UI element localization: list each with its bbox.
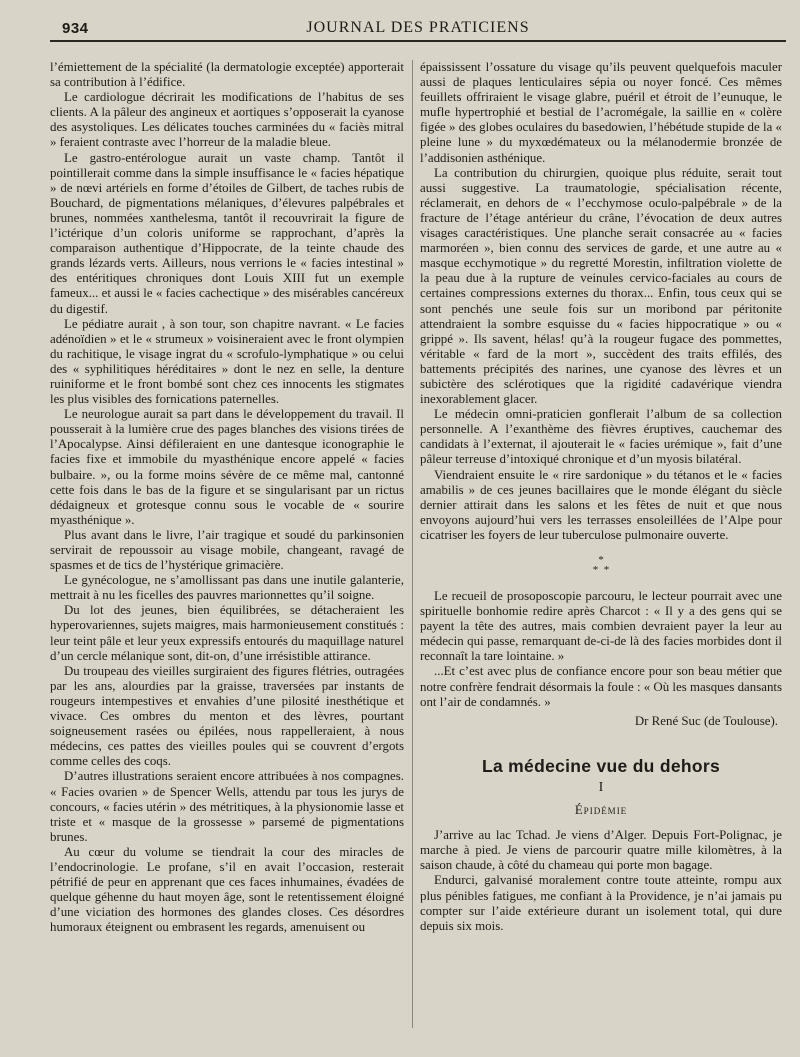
paragraph: épaississent l’ossature du visage qu’ils peuvent quelquefois maculer aussi de plaques lenticulaires sépia ou noyer foncé. Ces mêmes feuillets offriraient le visage glabre, puéril et étroit de l’eunuque, le mufle hypertrophié et bestial de l’acromégale, la saillie en « colère figée » des globes oculaires du basedowien, l’hébétude stupide de la « pleine lune » du myxœdémateux ou la mélanodermie bronzée de l’addisonien asthénique. (420, 60, 782, 165)
section-numeral: I (598, 779, 604, 795)
paragraph: l’émiettement de la spécialité (la dermatologie exceptée) apporterait sa contribution à l’édifice. (50, 60, 404, 90)
running-title: JOURNAL DES PRATICIENS (306, 19, 530, 36)
paragraph: Viendraient ensuite le « rire sardonique » du tétanos et le « facies amabilis » de ces jeunes bacillaires que le monde élégant du siècle dernier attirait dans les salons et les fêtes de nuit et que nous envoyons aujourd’hui vers les terrasses ensoleillées de l’Alpe pour cicatriser les foyers de leur tuberculose pulmonaire ouverte. (420, 467, 782, 542)
paragraph: Le recueil de prosoposcopie parcouru, le lecteur pourrait avec une spirituelle bonhomie redire après Charcot : « Il y a des gens qui se payent la tête des autres, mais combien devraient payer la leur au médecin qui passe, remarquant de-ci-de là des facies morbides dont il reconnaît la tare lointaine. » (420, 589, 782, 664)
left-column (50, 60, 404, 935)
column-divider (412, 60, 413, 1028)
paragraph: Le gynécologue, ne s’amollissant pas dans une inutile galanterie, mettrait à nu les ficelles des pauvres marionnettes qu’il soigne. (50, 573, 404, 603)
page-number: 934 (62, 20, 89, 37)
paragraph: Du troupeau des vieilles surgiraient des figures flétries, outragées par les ans, alourdies par la graisse, traversées par instants de rougeurs intempestives et envahies d’une pilosité inesthétique et vivace. Ces ombres du menton et des lèvres, pourtant soigneusement rasées ou épilées, nous rappelleraient, à nous médecins, ces pattes des vieilles poules qui se couvrent d’ergots comme celles des coqs. (50, 663, 404, 769)
paragraph: Au cœur du volume se tiendrait la cour des miracles de l’endocrinologie. Le profane, s’il en avait l’occasion, resterait pétrifié de peur en apprenant que ces faces inhumaines, évadées de quelque géhenne du haut moyen âge, sont le retentissement éloigné d’une viciation des hormones des glandes closes. Ces désordres humoraux éteignent ou embrasent les regards, amenuisent ou (50, 844, 404, 935)
paragraph: Endurci, galvanisé moralement contre toute atteinte, rompu aux plus pénibles fatigues, me confiant à la Providence, je n’ai jamais pu compter sur l’aide extérieure durant un isolement total, qui dure depuis six mois. (420, 873, 782, 933)
paragraph: La contribution du chirurgien, quoique plus réduite, serait tout aussi suggestive. La traumatologie, spécialisation récente, réclamerait, en dehors de « l’ecchymose oculo-palpébrale » de la fracture de l’étage antérieur du crâne, l’évocation de deux autres visages caractéristiques. Une planche serait consacrée au « facies marmoréen », bien connu des services de garde, et une autre au « masque ecchymotique » du regretté Morestin, infiltration violette de la peau due à la rupture de veinules cervico-faciales au cours de certaines compressions externes du thorax... Enfin, tous ceux qui se sont penchés une seule fois sur un moribond par péritonite attendraient la sombre esquisse du « facies hippocratique » ou « grippé ». Ils savent, hélas! qu’à la rougeur fugace des pommettes, véritable « fard de la mort », succèdent des traits effilés, des battements précipités des narines, une cyanose des lèvres et un subictère des sclérotiques que la rigidité cadavérique viendra inexorablement glacer. (420, 165, 782, 407)
paragraph: Le pédiatre aurait , à son tour, son chapitre navrant. « Le facies adénoïdien » et le « strumeux » voisineraient avec le front olympien du rachitique, le visage ingrat du « scrofulo-lymphatique » ou celui des « syphilitiques héréditaires » dont le nez en selle, la denture ruiniforme et le front bombé sont chez ces innocents les stigmates les plus visibles des fornications paternelles. (50, 316, 404, 407)
paragraph: J’arrive au lac Tchad. Je viens d’Alger. Depuis Fort-Polignac, je marche à pied. Je viens de parcourir quatre mille kilomètres, à la saison chaude, à côté du chameau qui porte mon bagage. (420, 828, 782, 873)
section-title: La médecine vue du dehors (482, 755, 720, 776)
paragraph: Le neurologue aurait sa part dans le développement du travail. Il pousserait à la lumière crue des pages blanches des visions tirées de l’Apocalypse. Ainsi défileraient en une dantesque iconographie le facies fixe et immobile du myasthénique encore appelé « facies bulbaire. », ou la forme moins sévère de ce même mal, cantonné cette fois dans le bas de la figure et se singularisant par un rictus dédaigneux et grotesque connu sous le vocable de « sourire myasthénique ». (50, 407, 404, 527)
paragraph: D’autres illustrations seraient encore attribuées à nos compagnes. « Facies ovarien » de Spencer Wells, attendu par tous les jurys de concours, « facies utérin » des métritiques, à la physionomie lasse et triste et « masque de la grossesse » parsemé de pigmentations brunes. (50, 769, 404, 844)
section-subtitle: Épidémie (574, 803, 628, 818)
paragraph: Le cardiologue décrirait les modifications de l’habitus de ses clients. A la pâleur des angineux et aortiques s’opposerait la cyanose des asystoliques. Les délicates touches carminées du « faciès mitral » feraient contraste avec l’horreur de la maladie bleue. (50, 90, 404, 150)
paragraph: Du lot des jeunes, bien équilibrées, se détacheraient les hyperovariennes, sujets maigres, mais harmonieusement constitués : leur teint pâle et leur yeux expressifs entourés du maquillage naturel d’un cercle mélanique sont, dit-on, d’une irrésistible attirance. (50, 603, 404, 663)
right-column (420, 60, 782, 934)
page-header (50, 16, 786, 42)
paragraph: Plus avant dans le livre, l’air tragique et soudé du parkinsonien servirait de repoussoir au visage mobile, changeant, ravagé de spasmes et de tics de l’hystérique grimacière. (50, 527, 404, 573)
author-signature: Dr René Suc (de Toulouse). (634, 713, 778, 728)
asterism-separator: * * * (592, 554, 610, 576)
paragraph: Le médecin omni-praticien gonflerait l’album de sa collection personnelle. A l’exanthème des fièvres éruptives, cauchemar des candidats à l’externat, il ajouterait le « facies urémique », fait d’une pâleur terreuse d’intoxiqué chronique et d’un myosis bilatéral. (420, 407, 782, 467)
header-rule (50, 40, 786, 42)
paragraph: ...Et c’est avec plus de confiance encore pour son beau métier que notre confrère fendrait désormais la foule : « Où les masques dansants ont l’air de condamnés. » (420, 664, 782, 709)
paragraph: Le gastro-entérologue aurait un vaste champ. Tantôt il pointillerait comme dans la simple insuffisance le « facies hépatique » de nœvi artériels en forme d’étoiles de Gilbert, de taches rubis de Bouchard, de pigmentations mélaniques, d’élevures palpébrales et brunes, nommées xanthelesma, tantôt il recouvrirait la figure de l’ictérique d’un coloris uniforme se rapprochant, d’après la comparaison authentique d’Hippocrate, de la teinte chaude des grands lézards verts. Ailleurs, nous verrions le « facies intestinal » des entéritiques chroniques dont Louis XIII fut un exemple fameux... et aussi le « facies cachectique » des misérables cancéreux du digestif. (50, 150, 404, 316)
